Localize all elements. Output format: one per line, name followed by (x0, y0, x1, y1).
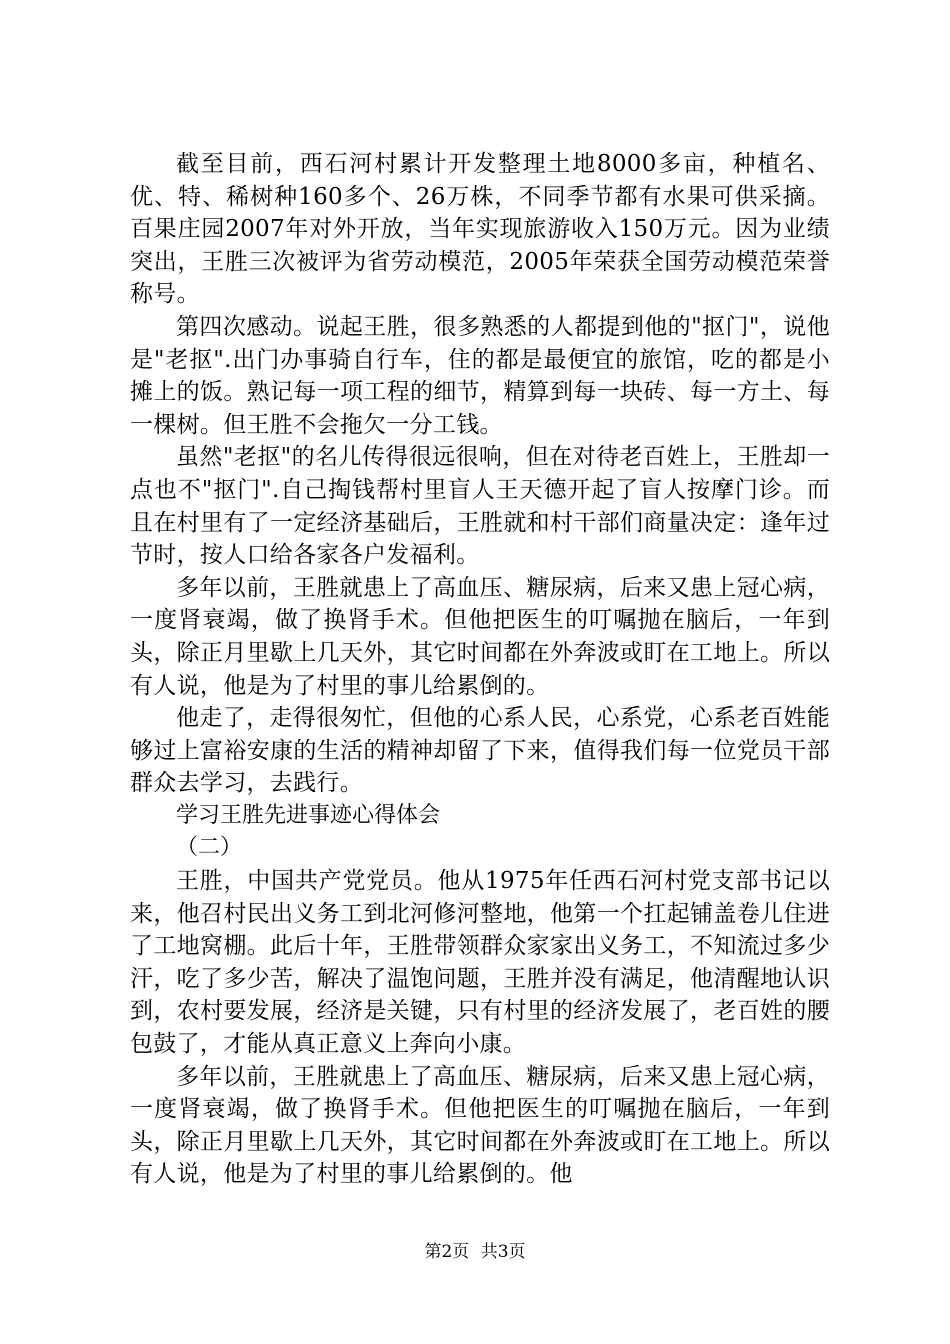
page-total: 共3页 (480, 1242, 526, 1262)
paragraph-5: 他走了，走得很匆忙，但他的心系人民，心系党，心系老百姓能够过上富裕安康的生活的精神却留了下来，值得我们每一位党员干部群众去学习，去践行。 (130, 705, 830, 797)
page-number: 第2页 (424, 1242, 470, 1262)
document-body (130, 148, 830, 1191)
paragraph-2: 第四次感动。说起王胜，很多熟悉的人都提到他的"抠门"，说他是"老抠".出门办事骑自行车，住的都是最便宜的旅馆，吃的都是小摊上的饭。熟记每一项工程的细节，精算到每一块砖、每一方土、每一棵树。但王胜不会拖欠一分工钱。 (130, 313, 830, 438)
paragraph-7: 多年以前，王胜就患上了高血压、糖尿病，后来又患上冠心病，一度肾衰竭，做了换肾手术。但他把医生的叮嘱抛在脑后，一年到头，除正月里歇上几天外，其它时间都在外奔波或盯在工地上。所以有人说，他是为了村里的事儿给累倒的。他 (130, 1063, 830, 1188)
section-title: 学习王胜先进事迹心得体会 (176, 802, 441, 828)
paragraph-4: 多年以前，王胜就患上了高血压、糖尿病，后来又患上冠心病，一度肾衰竭，做了换肾手术。但他把医生的叮嘱抛在脑后，一年到头，除正月里歇上几天外，其它时间都在外奔波或盯在工地上。所以有人说，他是为了村里的事儿给累倒的。 (130, 574, 830, 699)
page-footer (0, 1240, 950, 1264)
section-number: （二） (176, 835, 243, 861)
paragraph-1: 截至目前，西石河村累计开发整理土地8000多亩，种植名、优、特、稀树种160多个、26万株，不同季节都有水果可供采摘。百果庄园2007年对外开放，当年实现旅游收入150万元。因为业绩突出，王胜三次被评为省劳动模范，2005年荣获全国劳动模范荣誉称号。 (130, 151, 830, 308)
paragraph-3: 虽然"老抠"的名儿传得很远很响，但在对待老百姓上，王胜却一点也不"抠门".自己掏钱帮村里盲人王天德开起了盲人按摩门诊。而且在村里有了一定经济基础后，王胜就和村干部们商量决定：逢年过节时，按人口给各家各户发福利。 (130, 444, 830, 569)
paragraph-6: 王胜，中国共产党党员。他从1975年任西石河村党支部书记以来，他召村民出义务工到北河修河整地，他第一个扛起铺盖卷儿住进了工地窝棚。此后十年，王胜带领群众家家出义务工，不知流过多少汗，吃了多少苦，解决了温饱问题，王胜并没有满足，他清醒地认识到，农村要发展，经济是关键，只有村里的经济发展了，老百姓的腰包鼓了，才能从真正意义上奔向小康。 (130, 868, 830, 1058)
